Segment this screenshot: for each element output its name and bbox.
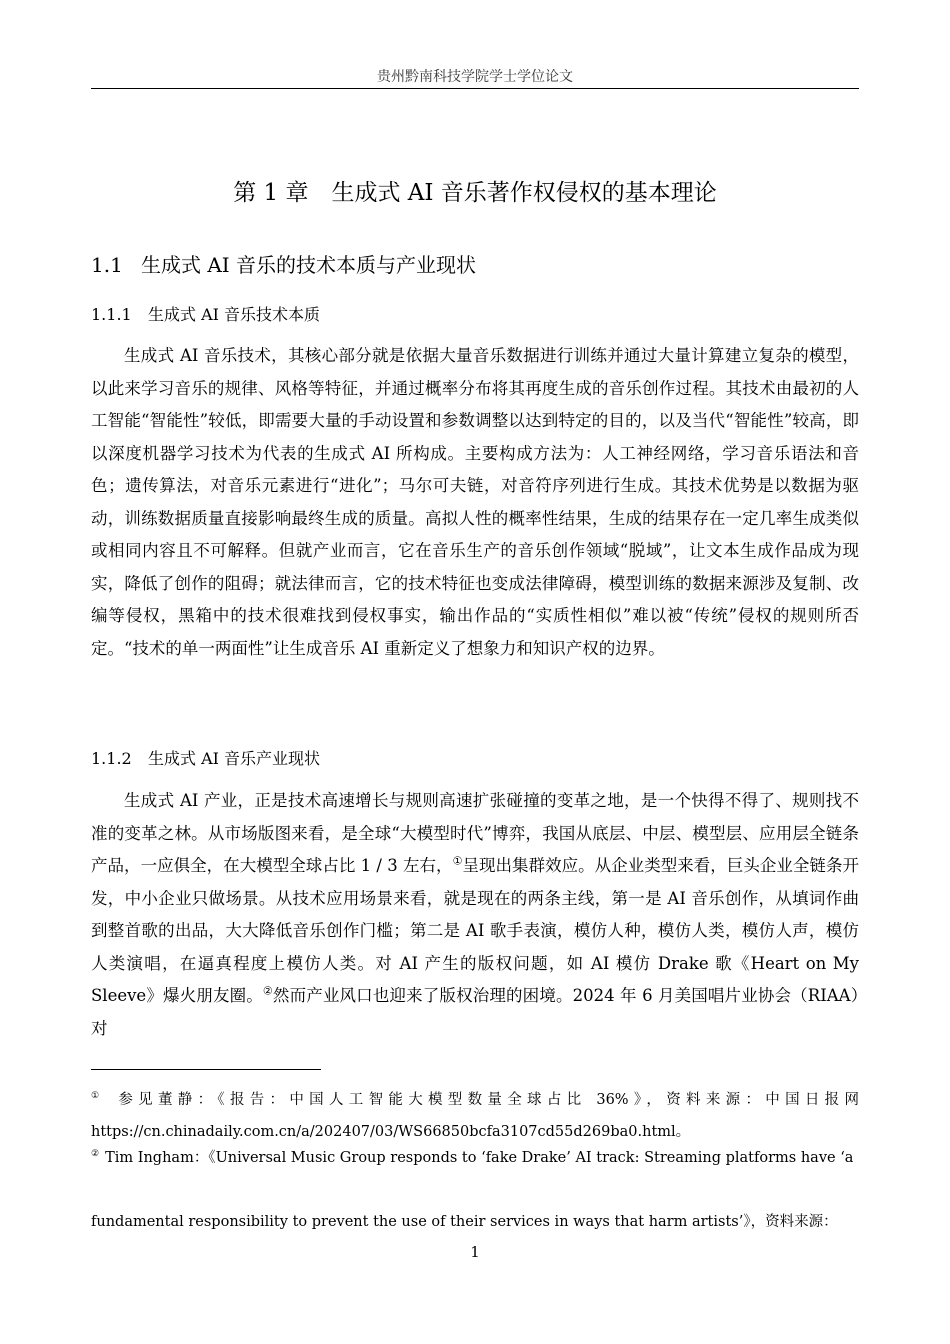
footnote-divider xyxy=(91,1069,321,1070)
chapter-title: 第 1 章 生成式 AI 音乐著作权侵权的基本理论 xyxy=(233,180,717,206)
footnote-mark: ② xyxy=(91,1149,100,1160)
subsection-number: 1.1.1 xyxy=(91,305,132,324)
subsection-heading-2 xyxy=(91,746,320,772)
footnote-1 xyxy=(91,1084,859,1148)
paragraph-tech-essence: 生成式 AI 音乐技术，其核心部分就是依据大量音乐数据进行训练并通过大量计算建立复杂的模型，以此来学习音乐的规律、风格等特征，并通过概率分布将其再度生成的音乐创作过程。其技术由最初的人工智能“智能性”较低，即需要大量的手动设置和参数调整以达到特定的目的，以及当代“智能性”较高，即以深度机器学习技术为代表的生成式 AI 所构成。主要构成方法为：人工神经网络，学习音乐语法和音色；遗传算法，对音乐元素进行“进化”；马尔可夫链，对音符序列进行生成。其技术优势是以数据为驱动，训练数据质量直接影响最终生成的质量。高拟人性的概率性结果，生成的结果存在一定几率生成类似或相同内容且不可解释。但就产业而言，它在音乐生产的音乐创作领域“脱域”，让文本生成作品成为现实，降低了创作的阻碍；就法律而言，它的技术特征也变成法律障碍，模型训练的数据来源涉及复制、改编等侵权，黑箱中的技术很难找到侵权事实，输出作品的“实质性相似”难以被“传统”侵权的规则所否定。“技术的单一两面性”让生成音乐 AI 重新定义了想象力和知识产权的边界。 xyxy=(91,346,859,658)
footnote-2 xyxy=(91,1142,859,1174)
footnote-2-continued: fundamental responsibility to prevent the use of their services in ways that harm artists’》，资料来源： xyxy=(91,1214,838,1230)
subsection-title: 生成式 AI 音乐技术本质 xyxy=(148,305,321,324)
paragraph-industry-status xyxy=(91,785,859,1045)
paragraph-text: 呈现出集群效应。从企业类型来看，巨头企业全链条开发，中小企业只做场景。从技术应用场景来看，就是现在的两条主线，第一是 AI 音乐创作，从填词作曲到整首歌的出品，大大降低音乐创作门槛；第二是 AI 歌手表演，模仿人种，模仿人类，模仿人声，模仿人类演唱，在逼真程度上模仿人类。对 AI 产生的版权问题，如 AI 模仿 Drake 歌《Heart on My Sleeve》爆火朋友圈。 xyxy=(91,856,859,1005)
subsection-title: 生成式 AI 音乐产业现状 xyxy=(148,749,321,768)
page-header: 贵州黔南科技学院学士学位论文 xyxy=(91,66,859,89)
footnote-ref-1[interactable]: ① xyxy=(452,854,463,868)
subsection-number: 1.1.2 xyxy=(91,749,132,768)
section-number: 1.1 xyxy=(91,253,123,277)
footnote-text: 参见董静：《报告：中国人工智能大模型数量全球占比 36%》，资料来源：中国日报网 https://cn.chinadaily.com.cn/a/202407/03/WS66850bcfa3107cd55d269ba0.html。 xyxy=(91,1092,859,1140)
subsection-heading-1 xyxy=(91,302,320,328)
section-title: 生成式 AI 音乐的技术本质与产业现状 xyxy=(141,253,477,277)
paragraph-text: 生成式 AI 产业，正是技术高速增长与规则高速扩张碰撞的变革之地，是一个快得不得了、规则找不准的变革之林。从市场版图来看，是全球“大模型时代”博弈，我国从底层、中层、模型层、应用层全链条产品，一应俱全，在大模型全球占比 1 / 3 左右， xyxy=(91,791,859,875)
footnote-text-line1: Tim Ingham：《Universal Music Group responds to ‘fake Drake’ AI track: Streaming platforms have ‘a xyxy=(105,1150,854,1166)
paragraph-text: 然而产业风口也迎来了版权治理的困境。2024 年 6 月美国唱片业协会（RIAA）对 xyxy=(91,986,859,1038)
footnote-mark: ① xyxy=(91,1091,105,1102)
page-number: 1 xyxy=(470,1243,480,1261)
section-heading xyxy=(91,250,476,280)
footnote-ref-2[interactable]: ② xyxy=(262,984,273,998)
